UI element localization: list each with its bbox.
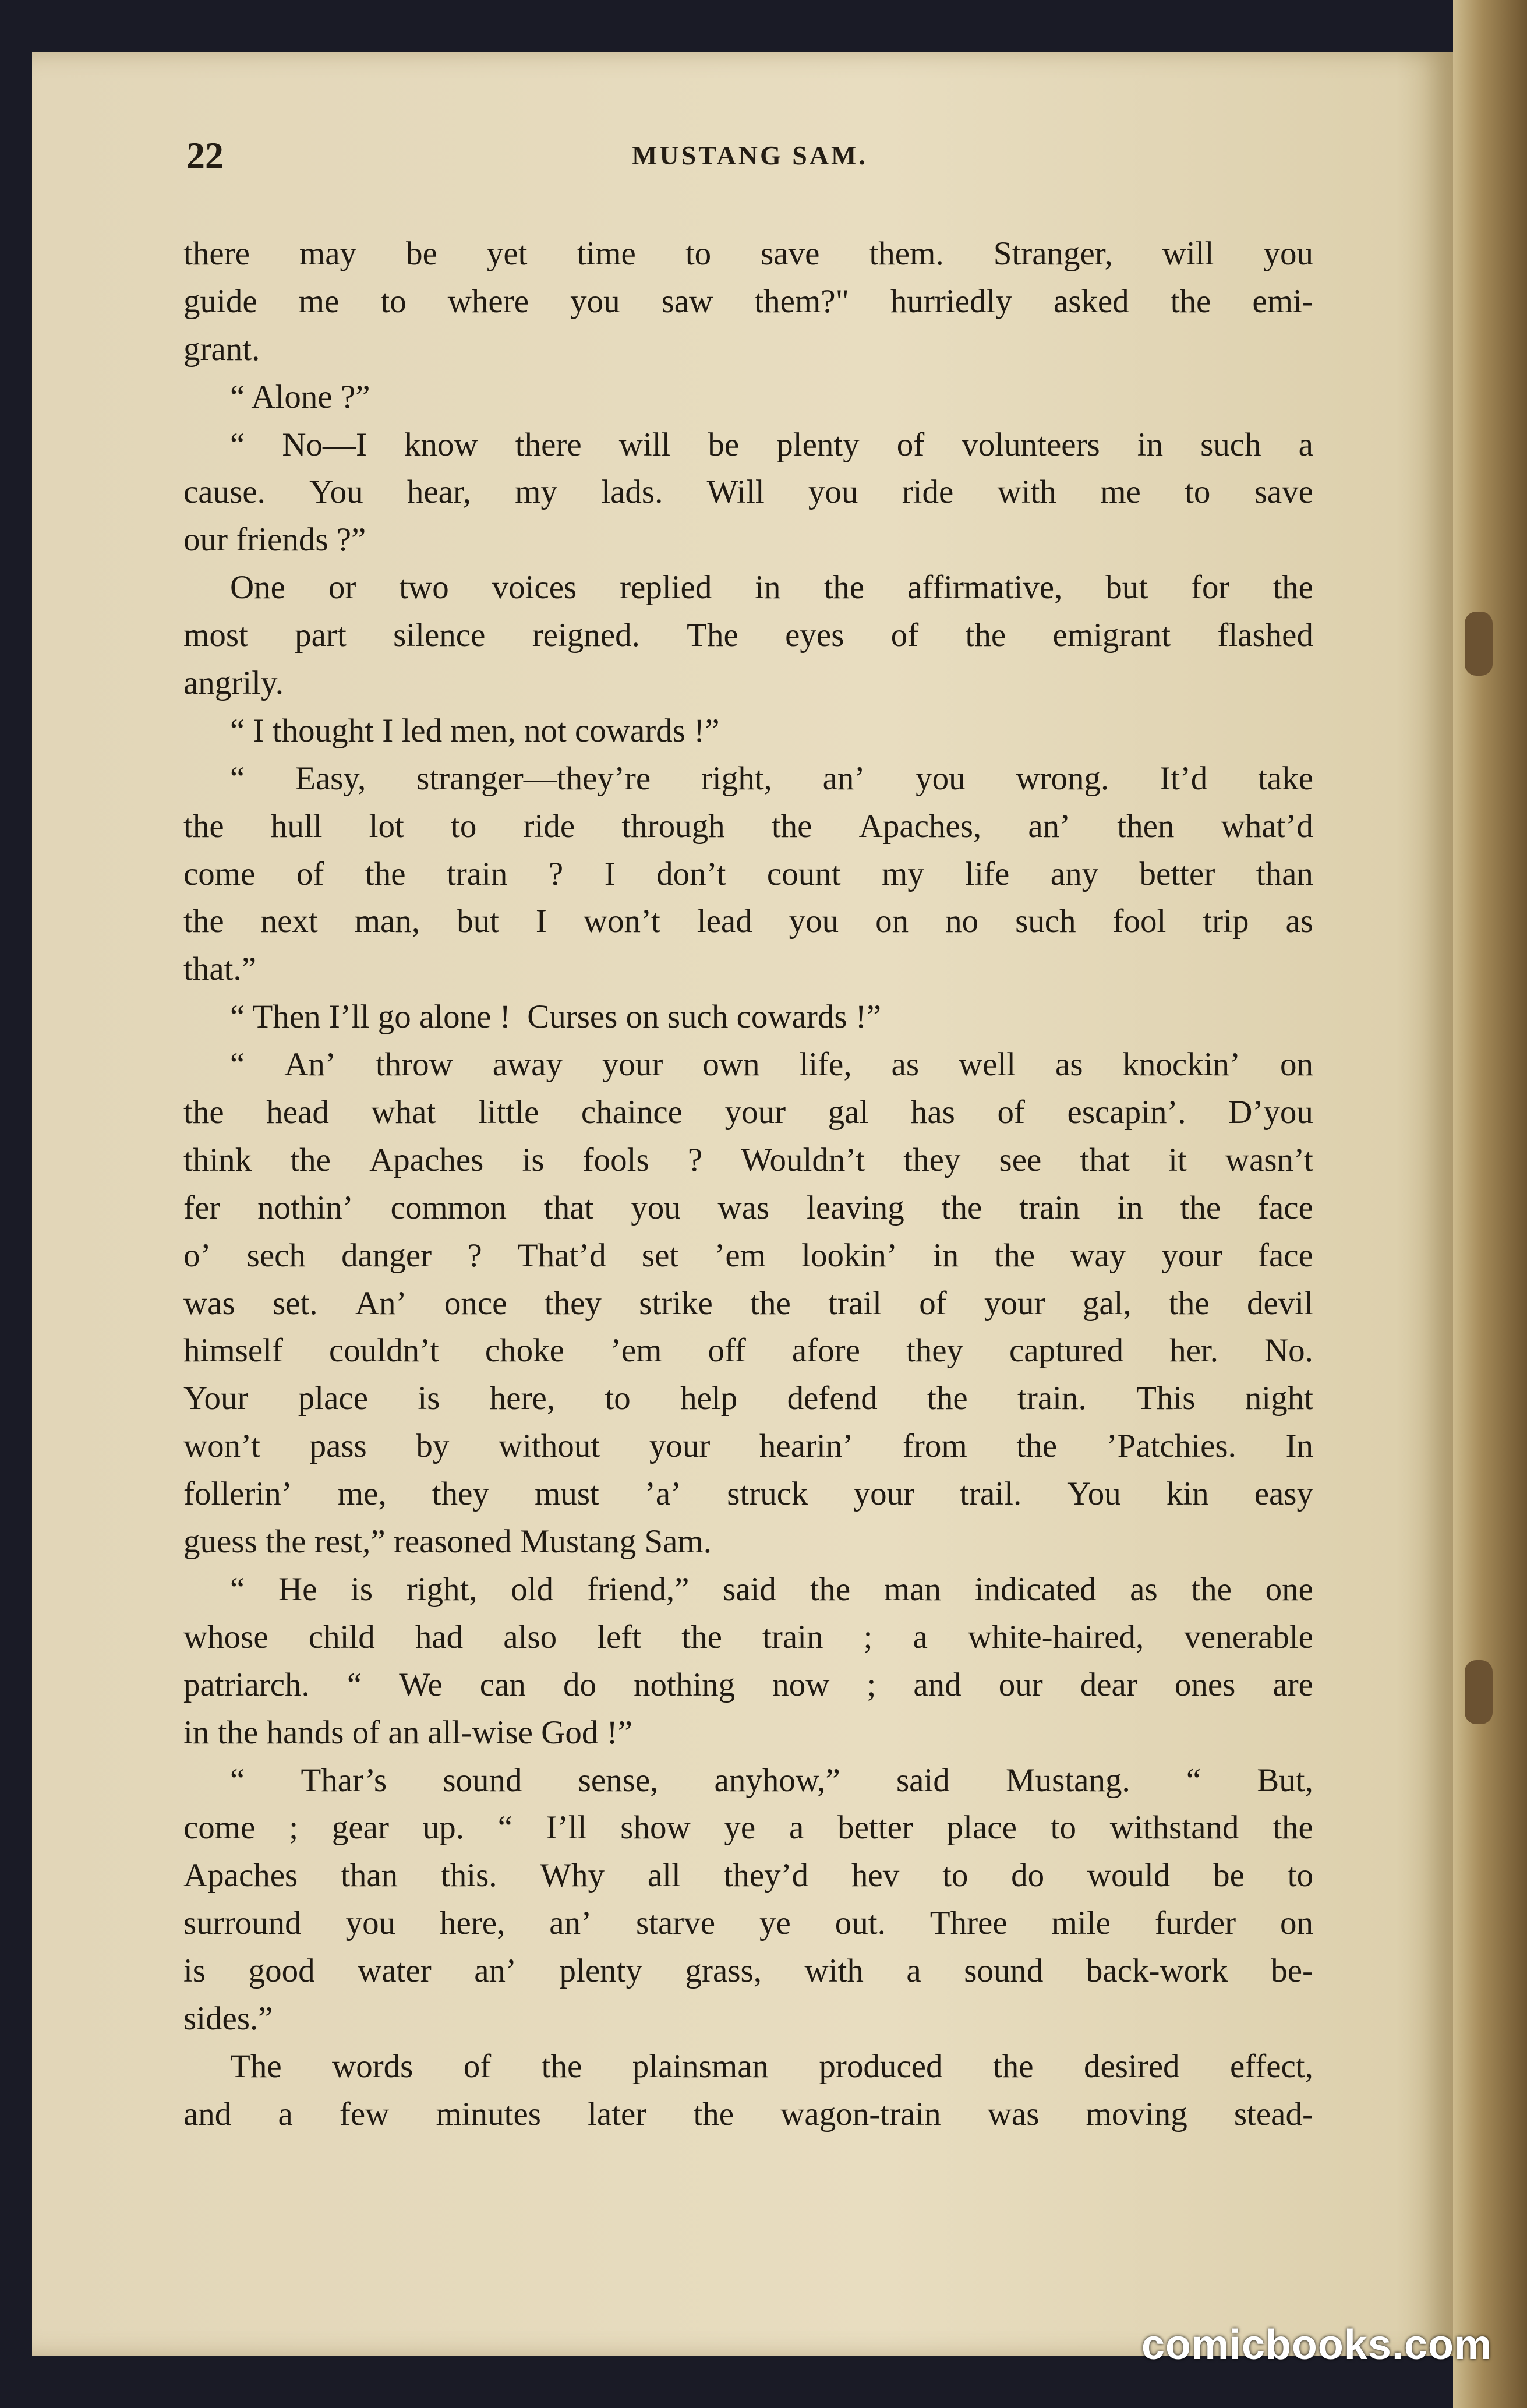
text-line: the next man, but I won’t lead you on no such fool trip as	[183, 903, 1313, 940]
text-line: fer nothin’ common that you was leaving the train in the face	[183, 1189, 1313, 1226]
text-line: surround you here, an’ starve ye out. Three mile furder on	[183, 1905, 1313, 1942]
text-line: in the hands of an all-wise God !”	[183, 1714, 632, 1751]
text-line: “ No—I know there will be plenty of volunteers in such a	[230, 426, 1313, 463]
text-line: cause. You hear, my lads. Will you ride with me to save	[183, 474, 1313, 511]
text-line: the head what little chaince your gal has of escapin’. D’you	[183, 1094, 1313, 1131]
text-line: Your place is here, to help defend the train. This night	[183, 1380, 1313, 1417]
text-line: angrily.	[183, 665, 284, 702]
body-text	[183, 230, 1313, 2138]
text-line: “ I thought I led men, not cowards !”	[230, 712, 720, 749]
text-line: sides.”	[183, 2000, 273, 2037]
binding-hole	[1465, 612, 1493, 676]
text-line: o’ sech danger ? That’d set ’em lookin’ in the way your face	[183, 1237, 1313, 1274]
text-line: whose child had also left the train ; a white-haired, venerable	[183, 1618, 1313, 1655]
text-line: guide me to where you saw them?" hurriedly asked the emi-	[183, 283, 1313, 320]
text-line: One or two voices replied in the affirmative, but for the	[230, 569, 1313, 606]
running-head: MUSTANG SAM.	[632, 140, 868, 170]
page-header	[186, 134, 1313, 181]
text-line: and a few minutes later the wagon-train was moving stead-	[183, 2095, 1313, 2132]
text-line: patriarch. “ We can do nothing now ; and our dear ones are	[183, 1666, 1313, 1703]
page-number: 22	[186, 135, 224, 176]
book-spine	[1453, 0, 1527, 2408]
text-line: “ He is right, old friend,” said the man indicated as the one	[230, 1570, 1313, 1608]
text-line: Apaches than this. Why all they’d hev to do would be to	[183, 1857, 1313, 1894]
text-line: there may be yet time to save them. Stranger, will you	[183, 235, 1313, 272]
binding-hole	[1465, 1660, 1493, 1724]
text-line: “ Easy, stranger—they’re right, an’ you wrong. It’d take	[230, 760, 1313, 797]
text-line: himself couldn’t choke ’em off afore they captured her. No.	[183, 1332, 1313, 1369]
text-line: “ Alone ?”	[230, 378, 370, 415]
text-line: that.”	[183, 951, 257, 988]
watermark: comicbooks.com	[1141, 2322, 1492, 2368]
text-line: grant.	[183, 330, 260, 368]
text-line: most part silence reigned. The eyes of the emigrant flashed	[183, 617, 1313, 654]
text-line: our friends ?”	[183, 521, 366, 559]
text-line: is good water an’ plenty grass, with a sound back-work be-	[183, 1952, 1313, 1990]
text-line: “ Then I’ll go alone ! Curses on such cowards !”	[230, 998, 882, 1036]
text-line: think the Apaches is fools ? Wouldn’t they see that it wasn’t	[183, 1141, 1313, 1178]
text-line: guess the rest,” reasoned Mustang Sam.	[183, 1523, 712, 1560]
text-line: won’t pass by without your hearin’ from the ’Patchies. In	[183, 1428, 1313, 1465]
text-line: The words of the plainsman produced the desired effect,	[230, 2047, 1313, 2085]
text-line: “ An’ throw away your own life, as well as knockin’ on	[230, 1046, 1313, 1083]
text-line: “ Thar’s sound sense, anyhow,” said Mustang. “ But,	[230, 1761, 1313, 1799]
text-line: come of the train ? I don’t count my life any better than	[183, 855, 1313, 892]
text-line: follerin’ me, they must ’a’ struck your trail. You kin easy	[183, 1475, 1313, 1513]
text-line: come ; gear up. “ I’ll show ye a better place to withstand the	[183, 1809, 1313, 1846]
text-line: the hull lot to ride through the Apaches, an’ then what’d	[183, 807, 1313, 845]
text-line: was set. An’ once they strike the trail of your gal, the devil	[183, 1284, 1313, 1322]
